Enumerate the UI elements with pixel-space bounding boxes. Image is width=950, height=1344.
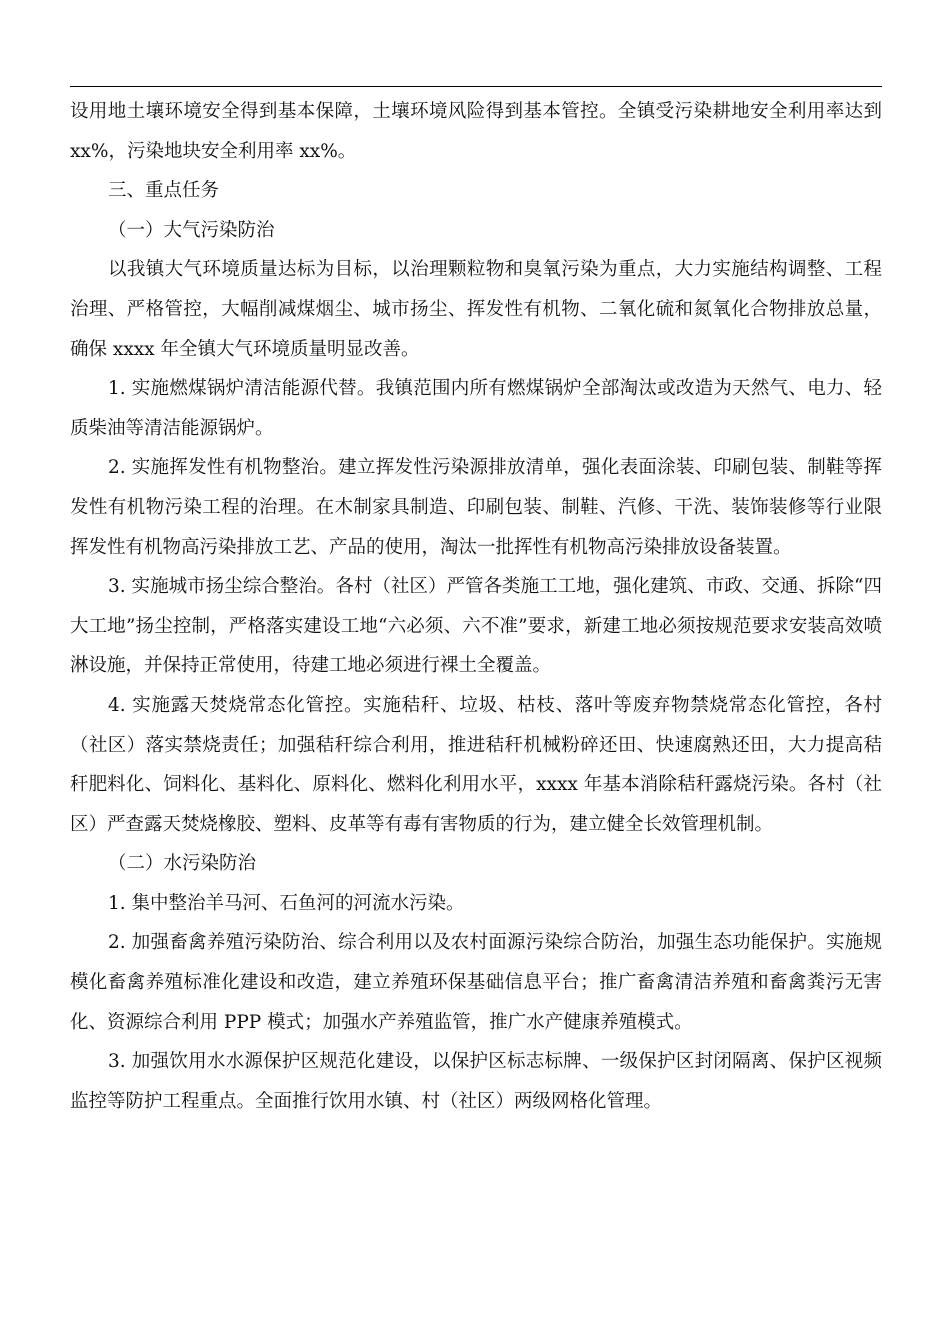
document-body bbox=[70, 92, 882, 1121]
section-heading-key-tasks: 三、重点任务 bbox=[108, 180, 220, 202]
paragraph-continued: 设用地土壤环境安全得到基本保障，土壤环境风险得到基本管控。全镇受污染耕地安全利用率达到 xx%，污染地块安全利用率 xx%。 bbox=[70, 101, 882, 162]
paragraph-water-item-1: 1. 集中整治羊马河、石鱼河的河流水污染。 bbox=[108, 892, 465, 914]
paragraph-air-item-2: 2. 实施挥发性有机物整治。建立挥发性污染源排放清单，强化表面涂装、印刷包装、制鞋等挥发性有机物污染工程的治理。在木制家具制造、印刷包装、制鞋、汽修、干洗、装饰装修等行业限挥发性有机物高污染排放工艺、产品的使用，淘汰一批挥性有机物高污染排放设备装置。 bbox=[70, 457, 882, 558]
paragraph-air-item-3: 3. 实施城市扬尘综合整治。各村（社区）严管各类施工工地，强化建筑、市政、交通、拆除“四大工地”扬尘控制，严格落实建设工地“六必须、六不准”要求，新建工地必须按规范要求安装高效喷淋设施，并保持正常使用，待建工地必须进行裸土全覆盖。 bbox=[70, 576, 882, 677]
subsection-heading-water: （二）水污染防治 bbox=[108, 853, 257, 875]
subsection-heading-air: （一）大气污染防治 bbox=[108, 219, 275, 241]
paragraph-air-item-4: 4. 实施露天焚烧常态化管控。实施秸秆、垃圾、枯枝、落叶等废弃物禁烧常态化管控，各村（社区）落实禁烧责任；加强秸秆综合利用，推进秸秆机械粉碎还田、快速腐熟还田，大力提高秸秆肥料化、饲料化、基料化、原料化、燃料化利用水平，xxxx 年基本消除秸秆露烧污染。各村（社区）严查露天焚烧橡胶、塑料、皮革等有毒有害物质的行为，建立健全长效管理机制。 bbox=[70, 694, 882, 835]
header-rule bbox=[70, 86, 882, 87]
paragraph-water-item-3: 3. 加强饮用水水源保护区规范化建设，以保护区标志标牌、一级保护区封闭隔离、保护区视频监控等防护工程重点。全面推行饮用水镇、村（社区）两级网格化管理。 bbox=[70, 1051, 882, 1112]
paragraph-air-item-1: 1. 实施燃煤锅炉清洁能源代替。我镇范围内所有燃煤锅炉全部淘汰或改造为天然气、电力、轻质柴油等清洁能源锅炉。 bbox=[70, 378, 882, 439]
paragraph-water-item-2: 2. 加强畜禽养殖污染防治、综合利用以及农村面源污染综合防治，加强生态功能保护。实施规模化畜禽养殖标准化建设和改造，建立养殖环保基础信息平台；推广畜禽清洁养殖和畜禽粪污无害化、资源综合利用 PPP 模式；加强水产养殖监管，推广水产健康养殖模式。 bbox=[70, 932, 882, 1033]
paragraph-air-intro: 以我镇大气环境质量达标为目标，以治理颗粒物和臭氧污染为重点，大力实施结构调整、工程治理、严格管控，大幅削减煤烟尘、城市扬尘、挥发性有机物、二氧化硫和氮氧化合物排放总量，确保 xxxx 年全镇大气环境质量明显改善。 bbox=[70, 259, 882, 360]
